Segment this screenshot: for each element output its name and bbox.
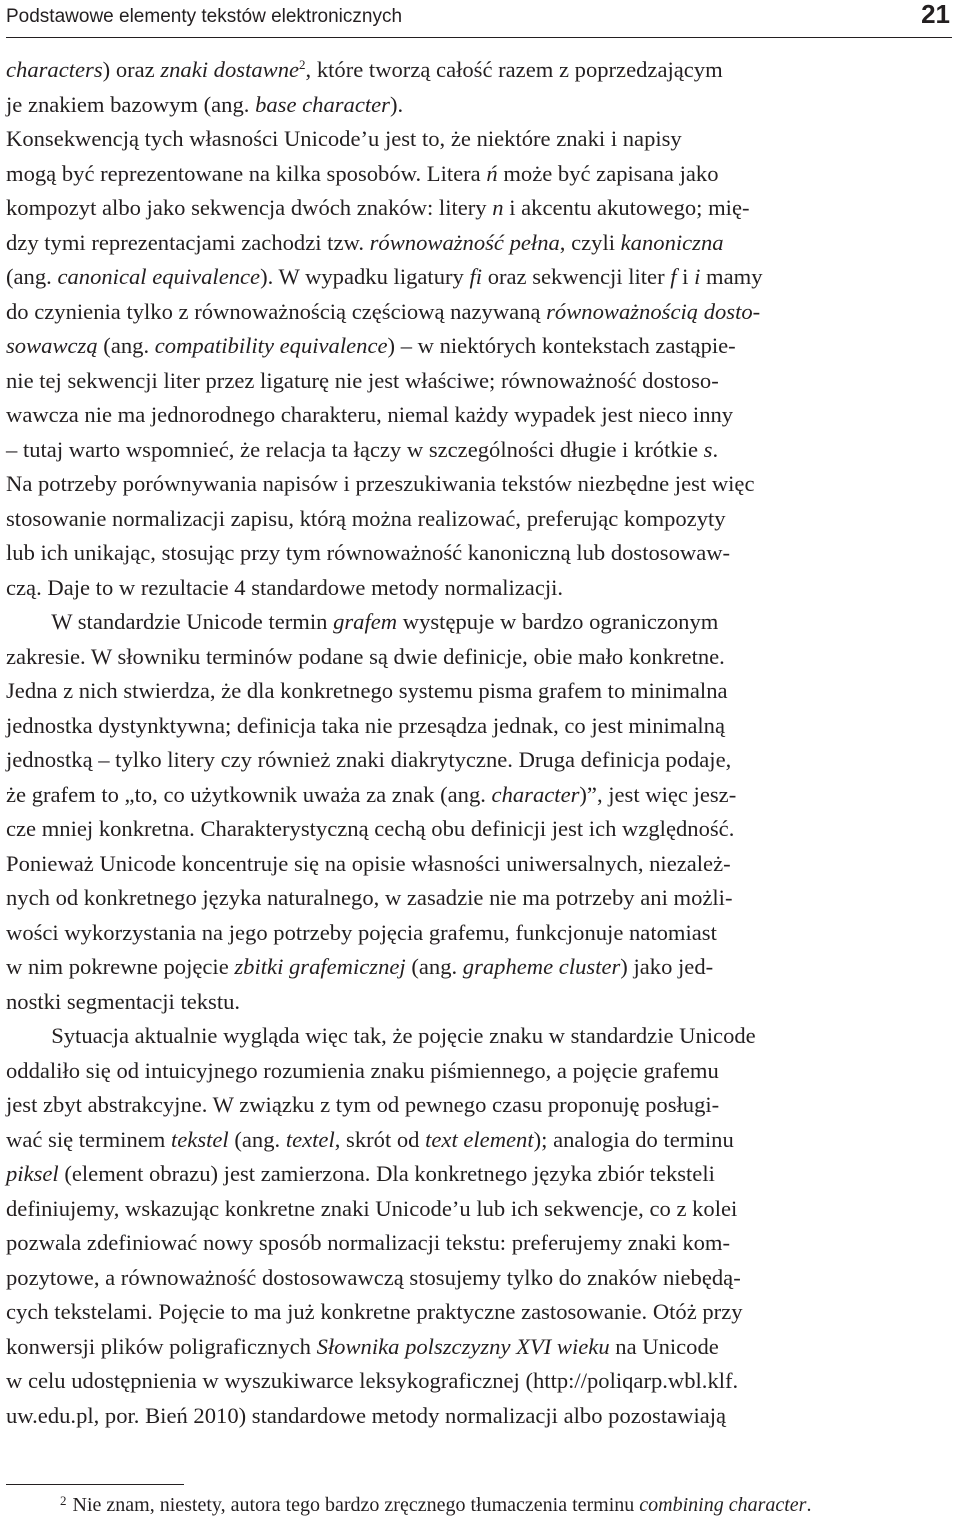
body-text — [6, 53, 952, 1433]
text-run: oddaliło się od intuicyjnego rozumienia znaku piśmiennego, a pojęcie grafemu — [6, 1057, 719, 1083]
text-run: na Unicode — [609, 1333, 719, 1359]
text-line — [6, 778, 952, 813]
text-run: jednostka dystynktywna; definicja taka nie przesądza jednak, co jest minimalną — [6, 712, 725, 738]
italic-term: s — [703, 436, 713, 462]
text-run: jest zbyt abstrakcyjne. W związku z tym od pewnego czasu proponuję posługi- — [6, 1092, 720, 1117]
italic-term: równoważność pełna — [369, 229, 560, 255]
text-run: wości wykorzystania na jego potrzeby pojęcia grafemu, funkcjonuje natomiast — [6, 919, 717, 945]
text-line — [6, 950, 952, 985]
text-run: wawcza nie ma jednorodnego charakteru, niemal każdy wypadek jest nieco inny — [6, 402, 734, 427]
text-run: w celu udostępnienia w wyszukiwarce leksykograficznej (http://poliqarp.wbl.klf. — [6, 1368, 739, 1393]
text-run: oraz sekwencji liter — [482, 264, 671, 289]
italic-term: grapheme cluster — [462, 954, 621, 979]
text-line — [6, 1330, 952, 1365]
text-run: zakresie. W słowniku terminów podane są dwie definicje, obie mało konkretne. — [6, 643, 725, 669]
italic-term: i — [694, 264, 701, 289]
text-line — [6, 1295, 952, 1330]
italic-term: zbitki grafemicznej — [234, 954, 406, 979]
italic-term: n — [492, 195, 504, 220]
text-run: ) – w niektórych kontekstach zastąpie- — [387, 333, 736, 358]
italic-term: ń — [486, 160, 498, 186]
italic-term: kanoniczna — [620, 229, 724, 255]
text-line — [6, 1261, 952, 1296]
running-title: Podstawowe elementy tekstów elektronicznych — [6, 6, 403, 27]
text-run: , skrót od — [334, 1126, 426, 1152]
text-run: )”, jest więc jesz- — [579, 781, 737, 807]
italic-term: text element — [425, 1126, 534, 1152]
footnote-term: combining character — [639, 1494, 807, 1516]
text-line — [6, 1019, 952, 1054]
text-run: W standardzie Unicode termin — [6, 609, 334, 634]
page-number: 21 — [921, 0, 950, 29]
footnote-number: 2 — [60, 1493, 67, 1508]
text-run: , które tworzą całość razem z poprzedzającym — [305, 57, 723, 82]
text-line — [6, 536, 952, 571]
text-line — [6, 985, 952, 1020]
text-run: kompozyt albo jako sekwencja dwóch znaków: litery — [6, 195, 493, 220]
text-run: uw.edu.pl, por. Bień 2010) standardowe metody normalizacji albo pozostawiają — [6, 1402, 727, 1428]
text-run: wać się terminem — [6, 1126, 171, 1152]
italic-term: znaki dostawne — [160, 57, 300, 82]
text-line — [6, 881, 952, 916]
text-run: Sytuacja aktualnie wygląda więc tak, że pojęcie znaku w standardzie Unicode — [6, 1023, 756, 1048]
text-line — [6, 640, 952, 675]
text-run: definiujemy, wskazując konkretne znaki Unicode’u lub ich sekwencje, co z kolei — [6, 1195, 738, 1221]
text-line — [6, 847, 952, 882]
text-line — [6, 1192, 952, 1227]
text-line — [6, 191, 952, 226]
text-run: je znakiem bazowym (ang. — [6, 91, 256, 117]
text-line — [6, 226, 952, 261]
text-line — [6, 709, 952, 744]
text-line — [6, 122, 952, 157]
text-line — [6, 364, 952, 399]
text-run: i akcentu akutowego; mię- — [503, 195, 750, 220]
italic-term: tekstel — [171, 1126, 229, 1152]
text-line — [6, 743, 952, 778]
text-run: jednostką – tylko litery czy również znaki diakrytyczne. Druga definicja podaje, — [6, 747, 732, 772]
italic-term: f — [670, 264, 677, 289]
text-line — [6, 260, 952, 295]
text-line — [6, 53, 952, 88]
italic-term: grafem — [333, 609, 398, 634]
text-run: może być zapisana jako — [497, 160, 719, 186]
italic-term: characters — [6, 57, 103, 82]
text-run: (ang. — [6, 264, 58, 289]
text-line — [6, 605, 952, 640]
text-run: (ang. — [405, 954, 463, 979]
text-run: w nim pokrewne pojęcie — [6, 954, 235, 979]
text-line — [6, 571, 952, 606]
text-run: ). W wypadku ligatury — [260, 264, 470, 289]
text-run: lub ich unikając, stosując przy tym równoważność kanoniczną lub dostosowaw- — [6, 540, 731, 565]
text-run: stosowanie normalizacji zapisu, którą można realizować, preferując kompozyty — [6, 505, 726, 531]
text-line — [6, 1088, 952, 1123]
text-run: (ang. — [97, 333, 155, 358]
text-run: – tutaj warto wspomnieć, że relacja ta łączy w szczególności długie i krótkie — [6, 436, 704, 462]
text-run: nych od konkretnego języka naturalnego, w zasadzie nie ma potrzeby ani możli- — [6, 885, 733, 910]
text-run: (element obrazu) jest zamierzona. Dla konkretnego języka zbiór teksteli — [58, 1161, 715, 1186]
text-run: dzy tymi reprezentacjami zachodzi tzw. — [6, 229, 370, 255]
text-run: cych tekstelami. Pojęcie to ma już konkretne praktyczne zastosowanie. Otóż przy — [6, 1299, 743, 1324]
italic-term: równoważnością dosto- — [546, 298, 761, 324]
text-run: cze mniej konkretna. Charakterystyczną cechą obu definicji jest ich względność. — [6, 816, 735, 841]
footnote-text: Nie znam, niestety, autora tego bardzo zręcznego tłumaczenia terminu — [72, 1494, 640, 1516]
text-line — [6, 1157, 952, 1192]
footnote — [60, 1494, 811, 1517]
text-run: Konsekwencją tych własności Unicode’u jest to, że niektóre znaki i napisy — [6, 126, 682, 151]
footnote-end: . — [806, 1494, 812, 1516]
text-run: pozytowe, a równoważność dostosowawczą stosujemy tylko do znaków niebędą- — [6, 1264, 741, 1290]
text-run: (ang. — [228, 1126, 286, 1152]
text-line — [6, 295, 952, 330]
text-line — [6, 1399, 952, 1434]
italic-term: character — [491, 781, 580, 807]
text-run: nostki segmentacji tekstu. — [6, 988, 241, 1014]
text-line — [6, 1364, 952, 1399]
text-run: Jedna z nich stwierdza, że dla konkretnego systemu pisma grafem to minimalna — [6, 678, 728, 703]
text-line — [6, 398, 952, 433]
text-run: ) jako jed- — [620, 954, 714, 979]
text-line — [6, 1054, 952, 1089]
text-line — [6, 467, 952, 502]
text-line — [6, 1123, 952, 1158]
text-line — [6, 433, 952, 468]
text-run: i — [676, 264, 695, 289]
italic-term: fi — [469, 264, 483, 289]
italic-term: sowawczą — [6, 333, 98, 358]
text-run: występuje w bardzo ograniczonym — [397, 609, 719, 634]
text-run: ). — [389, 91, 404, 117]
text-run: pozwala zdefiniować nowy sposób normalizacji tekstu: preferujemy znaki kom- — [6, 1230, 731, 1255]
text-run: do czynienia tylko z równoważnością częściową nazywaną — [6, 298, 547, 324]
text-run: czą. Daje to w rezultacie 4 standardowe metody normalizacji. — [6, 574, 564, 600]
italic-term: textel — [285, 1126, 335, 1152]
text-run: mamy — [700, 264, 763, 289]
text-run: Ponieważ Unicode koncentruje się na opisie własności uniwersalnych, niezależ- — [6, 850, 731, 876]
text-run: konwersji plików poligraficznych — [6, 1333, 317, 1359]
page-header — [6, 0, 952, 38]
text-line — [6, 916, 952, 951]
text-run: ); analogia do terminu — [533, 1126, 734, 1152]
text-run: mogą być reprezentowane na kilka sposobów. Litera — [6, 160, 487, 186]
text-run: . — [712, 436, 719, 462]
italic-term: base character — [255, 91, 390, 117]
text-run: że grafem to „to, co użytkownik uważa za znak (ang. — [6, 781, 492, 807]
text-run: Na potrzeby porównywania napisów i przeszukiwania tekstów niezbędne jest więc — [6, 471, 755, 496]
text-line — [6, 674, 952, 709]
text-line — [6, 502, 952, 537]
text-run: , czyli — [559, 229, 621, 255]
italic-term: canonical equivalence — [57, 264, 261, 289]
text-run: ) oraz — [102, 57, 161, 82]
text-line — [6, 88, 952, 123]
text-line — [6, 812, 952, 847]
italic-term: compatibility equivalence — [154, 333, 388, 358]
footnote-reference: 2 — [299, 57, 306, 72]
text-run: nie tej sekwencji liter przez ligaturę nie jest właściwe; równoważność dostoso- — [6, 367, 719, 393]
text-line — [6, 157, 952, 192]
italic-term: Słownika polszczyzny XVI wieku — [316, 1333, 610, 1359]
text-line — [6, 1226, 952, 1261]
text-line — [6, 329, 952, 364]
italic-term: piksel — [6, 1161, 59, 1186]
footnote-divider — [6, 1484, 184, 1485]
